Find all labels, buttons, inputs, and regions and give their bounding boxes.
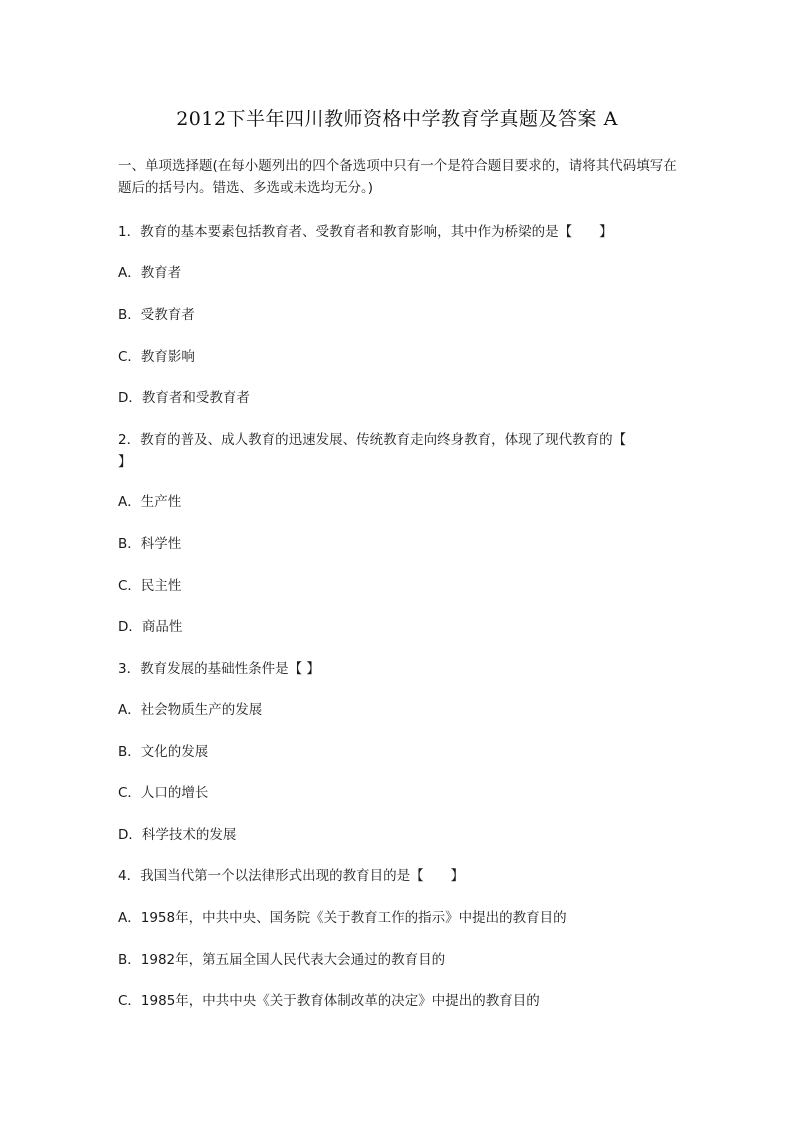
question-2-option-c: C．民主性 xyxy=(118,578,182,594)
question-1-option-d: D．教育者和受教育者 xyxy=(118,390,250,406)
question-2-option-b: B．科学性 xyxy=(118,536,182,552)
question-4-option-b: B．1982年，第五届全国人民代表大会通过的教育目的 xyxy=(118,952,446,968)
question-3-option-c: C．人口的增长 xyxy=(118,785,209,801)
question-4-option-c: C．1985年，中共中央《关于教育体制改革的决定》中提出的教育目的 xyxy=(118,993,540,1009)
question-1-stem: 1．教育的基本要素包括教育者、受教育者和教育影响，其中作为桥梁的是【 】 xyxy=(118,224,613,240)
question-4-stem: 4．我国当代第一个以法律形式出现的教育目的是【 】 xyxy=(118,868,465,884)
section-heading: 一、单项选择题(在每小题列出的四个备选项中只有一个是符合题目要求的，请将其代码填写在题后的括号内。错选、多选或未选均无分。) xyxy=(118,158,677,196)
question-3-stem: 3．教育发展的基础性条件是【 】 xyxy=(118,661,320,677)
question-3-option-a: A．社会物质生产的发展 xyxy=(118,702,263,718)
document-title: 2012下半年四川教师资格中学教育学真题及答案 A xyxy=(176,108,618,130)
question-2-option-a: A．生产性 xyxy=(118,494,182,510)
question-2-stem: 2．教育的普及、成人教育的迅速发展、传统教育走向终身教育，体现了现代教育的【 】 xyxy=(118,432,654,470)
question-3-option-b: B．文化的发展 xyxy=(118,744,209,760)
question-3-option-d: D．科学技术的发展 xyxy=(118,827,237,843)
question-1-option-b: B．受教育者 xyxy=(118,307,195,323)
question-2-option-d: D．商品性 xyxy=(118,619,183,635)
question-1-option-c: C．教育影响 xyxy=(118,349,195,365)
question-4-option-a: A．1958年，中共中央、国务院《关于教育工作的指示》中提出的教育目的 xyxy=(118,910,567,926)
question-1-option-a: A．教育者 xyxy=(118,265,182,281)
